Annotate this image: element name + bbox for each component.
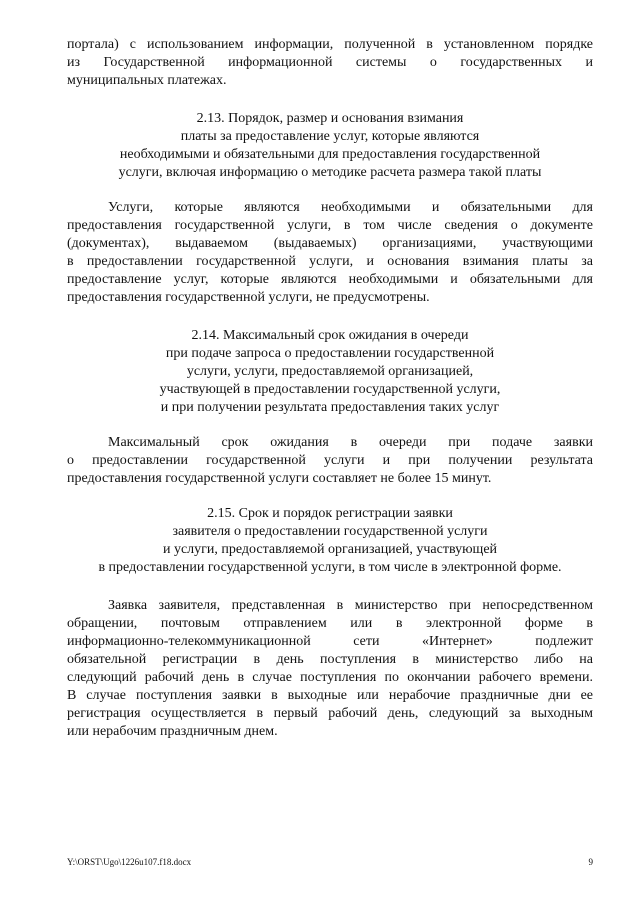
text-line: предоставления государственной услуги, не предусмотрены.	[67, 290, 430, 305]
heading-line: 2.13. Порядок, размер и основания взимания	[196, 111, 464, 126]
section-body-2-14	[67, 434, 593, 488]
text-line: Заявка заявителя, представленная в министерство при непосредственном	[108, 598, 593, 613]
text-line: портала) с использованием информации, полученной в установленном порядке	[67, 37, 593, 52]
intro-paragraph	[67, 36, 593, 90]
heading-line: участвующей в предоставлении государственной услуги,	[159, 382, 501, 397]
heading-line: необходимыми и обязательными для предоставления государственной	[119, 147, 541, 162]
text-line: регистрация осуществляется в первый рабочий день, следующий за выходным	[67, 706, 593, 721]
heading-line: заявителя о предоставлении государственной услуги	[172, 524, 488, 539]
heading-line: при подаче запроса о предоставлении государственной	[165, 346, 495, 361]
text-line: предоставления государственной услуги, в том числе сведения о документе	[67, 218, 593, 233]
section-body-2-13	[67, 199, 593, 307]
text-line: или нерабочим праздничным днем.	[67, 724, 278, 739]
heading-line: услуги, услуги, предоставляемой организацией,	[186, 364, 474, 379]
heading-line: в предоставлении государственной услуги, в том числе в электронной форме.	[98, 560, 562, 575]
text-line: В случае поступления заявки в выходные или нерабочие праздничные дни ее	[67, 688, 593, 703]
text-line: Максимальный срок ожидания в очереди при подаче заявки	[108, 435, 593, 450]
heading-line: и при получении результата предоставления таких услуг	[160, 400, 500, 415]
text-line: обязательной регистрации в день поступления в министерство либо на	[67, 652, 593, 667]
text-line: в предоставлении государственной услуги, и основания взимания платы за	[67, 254, 593, 269]
section-heading-2-14	[67, 327, 593, 417]
text-line: предоставление услуг, которые являются необходимыми и обязательными для	[67, 272, 593, 287]
heading-line: платы за предоставление услуг, которые являются	[180, 129, 480, 144]
page-footer	[67, 855, 593, 869]
text-line: обращении, почтовым отправлением или в электронной форме в	[67, 616, 593, 631]
text-line: Услуги, которые являются необходимыми и обязательными для	[108, 200, 593, 215]
text-line: (документах), выдаваемом (выдаваемых) организациями, участвующими	[67, 236, 593, 251]
text-line: информационно-телекоммуникационной сети «Интернет» подлежит	[67, 634, 593, 649]
heading-line: услуги, включая информацию о методике расчета размера такой платы	[118, 165, 542, 180]
section-heading-2-13	[67, 110, 593, 182]
file-path: Y:\ORST\Ugo\1226u107.f18.docx	[67, 857, 192, 867]
text-line: о предоставлении государственной услуги и при получении результата	[67, 453, 593, 468]
text-line: муниципальных платежах.	[67, 73, 227, 88]
text-line: следующий рабочий день в случае поступления по окончании рабочего времени.	[67, 670, 593, 685]
heading-line: и услуги, предоставляемой организацией, участвующей	[162, 542, 498, 557]
text-line: предоставления государственной услуги составляет не более 15 минут.	[67, 471, 492, 486]
text-line: из Государственной информационной системы о государственных и	[67, 55, 593, 70]
heading-line: 2.14. Максимальный срок ожидания в очереди	[191, 328, 469, 343]
section-heading-2-15	[67, 505, 593, 577]
document-page	[67, 36, 593, 741]
section-body-2-15	[67, 597, 593, 741]
page-number: 9	[588, 857, 593, 867]
heading-line: 2.15. Срок и порядок регистрации заявки	[207, 506, 453, 521]
